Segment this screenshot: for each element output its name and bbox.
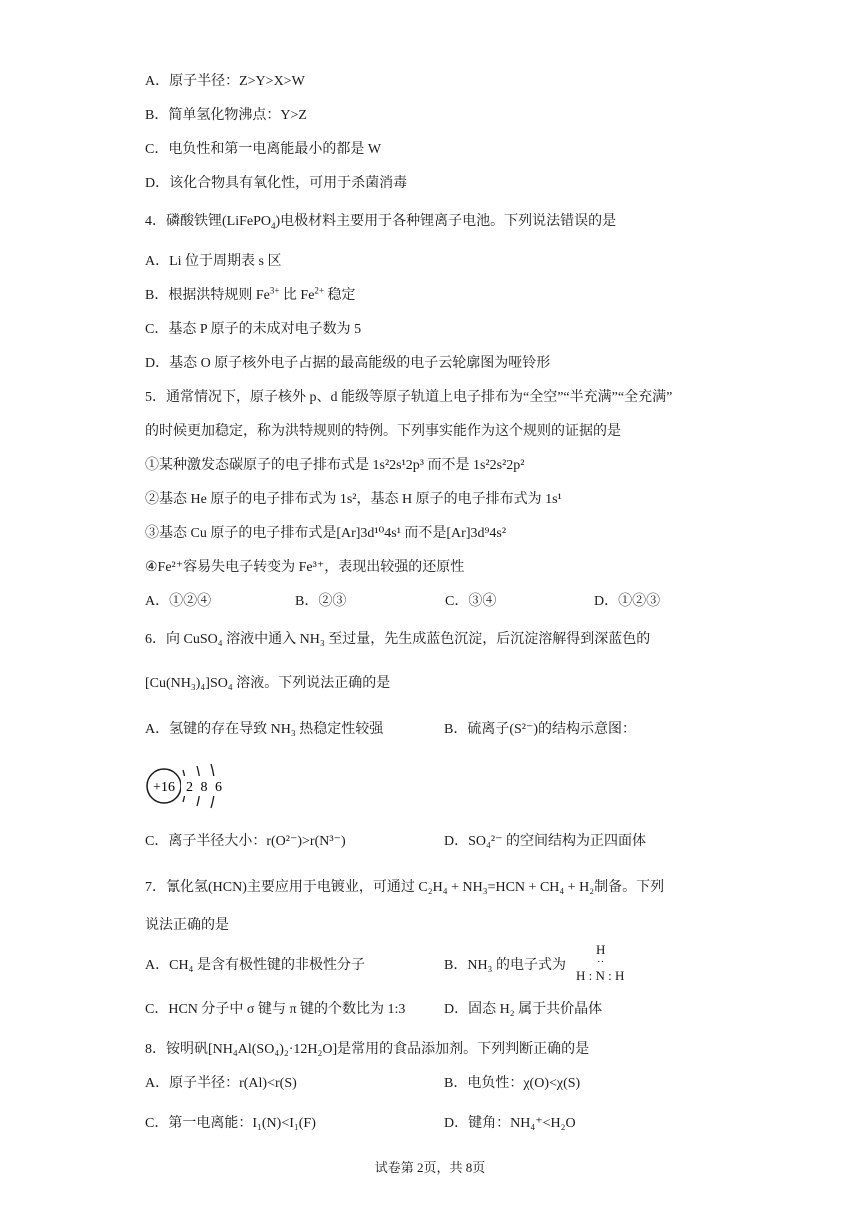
q3-option-b: B．简单氢化物沸点：Y>Z <box>145 108 307 123</box>
q4-stem <box>145 212 616 232</box>
q7-option-a: A．CH₄ 是含有极性键的非极性分子 <box>145 958 365 973</box>
q3-option-a: A．原子半径：Z>Y>X>W <box>145 74 305 89</box>
q4-optb-post: 稳定 <box>324 288 356 303</box>
q4-option-a: A．Li 位于周期表 s 区 <box>145 254 282 269</box>
q8-option-c: C．第一电离能：I₁(N)<I₁(F) <box>145 1116 316 1131</box>
q4-option-b <box>145 286 356 306</box>
q4-optb-mid: 比 Fe <box>279 288 315 303</box>
q4-option-c: C．基态 P 原子的未成对电子数为 5 <box>145 322 362 337</box>
q7-option-c: C．HCN 分子中 σ 键与 π 键的个数比为 1:3 <box>145 1002 406 1017</box>
q6-option-b: B．硫离子(S²⁻)的结构示意图： <box>444 722 637 737</box>
q5-statement-2: ②基态 He 原子的电子排布式为 1s²，基态 H 原子的电子排布式为 1s¹ <box>145 492 562 507</box>
q4-optb-sup2: 2+ <box>314 285 324 296</box>
q3-option-d: D．该化合物具有氧化性，可用于杀菌消毒 <box>145 176 408 191</box>
q8-option-a: A．原子半径：r(Al)<r(S) <box>145 1076 297 1091</box>
q5-statement-1: ①某种激发态碳原子的电子排布式是 1s²2s¹2p³ 而不是 1s²2s²2p² <box>145 458 525 473</box>
q5-option-b: B．②③ <box>295 594 347 609</box>
q6-stem-line2: [Cu(NH₃)₄]SO₄ 溶液。下列说法正确的是 <box>145 676 391 691</box>
sulfide-ion-structure-diagram <box>145 758 265 818</box>
q4-option-d: D．基态 O 原子核外电子占据的最高能级的电子云轮廓图为哑铃形 <box>145 356 551 371</box>
atom-structure-svg <box>145 758 265 818</box>
q7-stem-line2: 说法正确的是 <box>145 918 229 933</box>
q4-stem-pre: 4．磷酸铁锂( <box>145 214 227 229</box>
q5-statement-4: ④Fe²⁺容易失电子转变为 Fe³⁺，表现出较强的还原性 <box>145 560 465 575</box>
page-footer: 试卷第 2页，共 8页 <box>374 1160 486 1175</box>
q5-option-d: D．①②③ <box>594 594 661 609</box>
q5-stem-line2: 的时候更加稳定，称为洪特规则的特例。下列事实能作为这个规则的证据的是 <box>145 424 621 439</box>
q6-stem-line1: 6．向 CuSO₄ 溶液中通入 NH₃ 至过量，先生成蓝色沉淀，后沉淀溶解得到深蓝色的 <box>145 632 651 647</box>
q5-option-a: A．①②④ <box>145 594 212 609</box>
q4-stem-post: )电极材料主要用于各种锂离子电池。下列说法错误的是 <box>275 214 617 229</box>
electron-shell-counts: 2 8 6 <box>186 780 224 795</box>
q3-option-c: C．电负性和第一电离能最小的都是 W <box>145 142 382 157</box>
q8-option-b: B．电负性：χ(O)<χ(S) <box>444 1076 581 1091</box>
q5-stem-line1: 5．通常情况下，原子核外 p、d 能级等原子轨道上电子排布为“全空”“半充满”“全充满” <box>145 390 673 405</box>
nh3-lewis-row: H : N : H <box>576 968 625 983</box>
q7-stem-line1: 7．氰化氢(HCN)主要应用于电镀业，可通过 C₂H₄ + NH₃=HCN + CH₄ + H₂制备。下列 <box>145 880 665 895</box>
q6-option-c: C．离子半径大小：r(O²⁻)>r(N³⁻) <box>145 834 346 849</box>
q4-formula: LiFePO <box>226 214 272 229</box>
q8-option-d: D．键角：NH₄⁺<H₂O <box>444 1116 576 1131</box>
q4-formula-sub: 4 <box>271 220 276 231</box>
q6-option-d: D．SO₄²⁻ 的空间结构为正四面体 <box>444 834 646 849</box>
q4-optb-sup1: 3+ <box>269 285 280 296</box>
q7-option-d: D．固态 H₂ 属于共价晶体 <box>444 1002 603 1017</box>
q7-option-b: B．NH₃ 的电子式为 <box>444 958 566 973</box>
nh3-lewis-dots: ·· <box>597 956 605 968</box>
q5-statement-3: ③基态 Cu 原子的电子排布式是[Ar]3d¹⁰4s¹ 而不是[Ar]3d⁹4s² <box>145 526 507 541</box>
q8-stem: 8．铵明矾[NH₄Al(SO₄)₂·12H₂O]是常用的食品添加剂。下列判断正确的是 <box>145 1042 590 1057</box>
q4-optb-pre: B．根据洪特规则 Fe <box>145 288 270 303</box>
q6-option-a: A．氢键的存在导致 NH₃ 热稳定性较强 <box>145 722 384 737</box>
nh3-lewis-top-h: H <box>596 942 606 957</box>
q5-option-c: C．③④ <box>445 594 497 609</box>
nucleus-charge: +16 <box>153 780 175 795</box>
